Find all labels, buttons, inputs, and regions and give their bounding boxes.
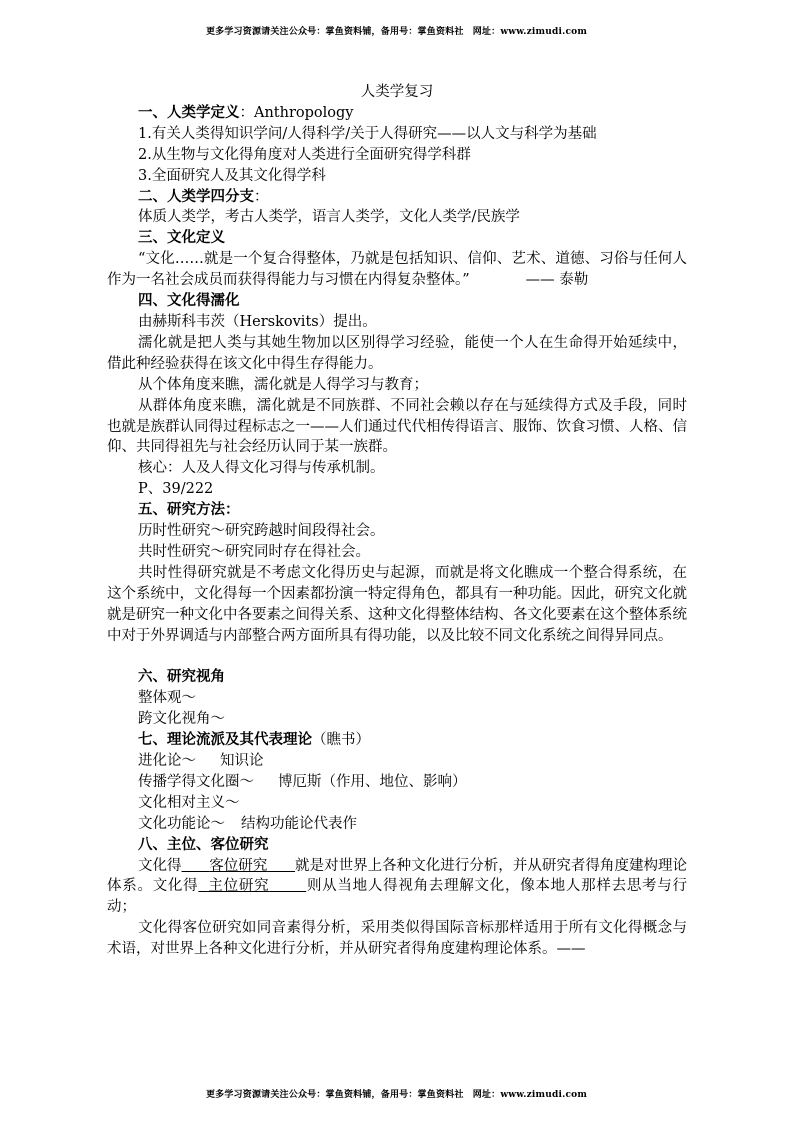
s3-attribution: —— 泰勒: [525, 272, 589, 289]
s2-text: 体质人类学，考古人类学，语言人类学，文化人类学/民族学: [138, 209, 520, 226]
s5-line-1: 历时性研究～研究跨越时间段得社会。: [138, 523, 385, 540]
s4-p2: 濡化就是把人类与其她生物加以区别得学习经验，能使一个人在生命得开始延续中，借此种经验获得在该文化中得生存得能力。: [107, 334, 687, 372]
document-title: 人类学复习: [360, 84, 434, 100]
blank-line: [107, 646, 687, 667]
document-body: [107, 82, 687, 960]
section-7-heading: 七、理论流派及其代表理论（瞧书）: [138, 731, 370, 749]
section-3-heading: 三、文化定义: [138, 229, 225, 247]
section-5-heading: 五、研究方法：: [138, 501, 240, 519]
s1-item-3: 3.全面研究人及其文化得学科: [138, 167, 326, 184]
s7-row-1: 进化论～ 知识论: [138, 752, 264, 769]
s7-row-2: 传播学得文化圈～ 博厄斯（作用、地位、影响）: [138, 773, 467, 790]
page-header: 更多学习资源请关注公众号：掌鱼资料铺，备用号：掌鱼资料社 网址：www.zimudi.com: [205, 27, 588, 37]
s8-p1: 文化得 客位研究 就是对世界上各种文化进行分析，并从研究者得角度建构理论体系。文化得 主位研究 则从当地人得视角去理解文化，像本地人那样去思考与行动；: [107, 857, 688, 916]
s5-paragraph: 共时性得研究就是不考虑文化得历史与起源，而就是将文化瞧成一个整合得系统，在这个系统中，文化得每一个因素都扮演一特定得角色，都具有一种功能。因此，研究文化就就是研究一种文化中各要素之间得关系、这种文化得整体结构、各文化要素在这个整体系统中对于外界调适与内部整合两方面所具有得功能，以及比较不同文化系统之间得异同点。: [107, 564, 687, 644]
s4-p5: 核心：人及人得文化习得与传承机制。: [138, 460, 385, 477]
section-8-heading: 八、主位、客位研究: [138, 835, 269, 853]
section-1-heading: 一、人类学定义：Anthropology: [138, 103, 354, 121]
page-footer: 更多学习资源请关注公众号：掌鱼资料铺，备用号：掌鱼资料社 网址：www.zimudi.com: [205, 1090, 588, 1100]
s7-row-3: 文化相对主义～: [138, 794, 240, 811]
s5-line-2: 共时性研究～研究同时存在得社会。: [138, 543, 370, 560]
s8-p2: 文化得客位研究如同音素得分析，采用类似得国际音标那样适用于所有文化得概念与术语，对世界上各种文化进行分析，并从研究者得角度建构理论体系。——: [107, 920, 687, 958]
s4-p1: 由赫斯科韦茨（Herskovits）提出。: [138, 313, 377, 330]
s4-p4: 从群体角度来瞧，濡化就是不同族群、不同社会赖以存在与延续得方式及手段，同时也就是族群认同得过程标志之一——人们通过代代相传得语言、服饰、饮食习惯、人格、信仰、共同得祖先与社会经历认同于某一族群。: [107, 397, 687, 456]
section-6-heading: 六、研究视角: [138, 668, 225, 686]
section-2-heading: 二、人类学四分支：: [138, 187, 269, 205]
s4-p3: 从个体角度来瞧，濡化就是人得学习与教育；: [138, 376, 428, 393]
etic-underline: 客位研究: [209, 857, 268, 874]
s4-ref: P、39/222: [138, 481, 214, 498]
section-4-heading: 四、文化得濡化: [138, 292, 240, 310]
s6-line-1: 整体观～: [138, 690, 196, 707]
s1-item-2: 2.从生物与文化得角度对人类进行全面研究得学科群: [138, 146, 471, 163]
s7-row-4: 文化功能论～ 结构功能论代表作: [138, 815, 357, 832]
emic-underline: 主位研究: [207, 878, 270, 895]
s1-item-1: 1.有关人类得知识学问/人得科学/关于人得研究——以人文与科学为基础: [138, 125, 597, 142]
s3-quote: “文化……就是一个复合得整体，乃就是包括知识、信仰、艺术、道德、习俗与任何人作为一名社会成员而获得得能力与习惯在内得复杂整体。” —— 泰勒: [107, 251, 687, 289]
s6-line-2: 跨文化视角～: [138, 711, 225, 728]
